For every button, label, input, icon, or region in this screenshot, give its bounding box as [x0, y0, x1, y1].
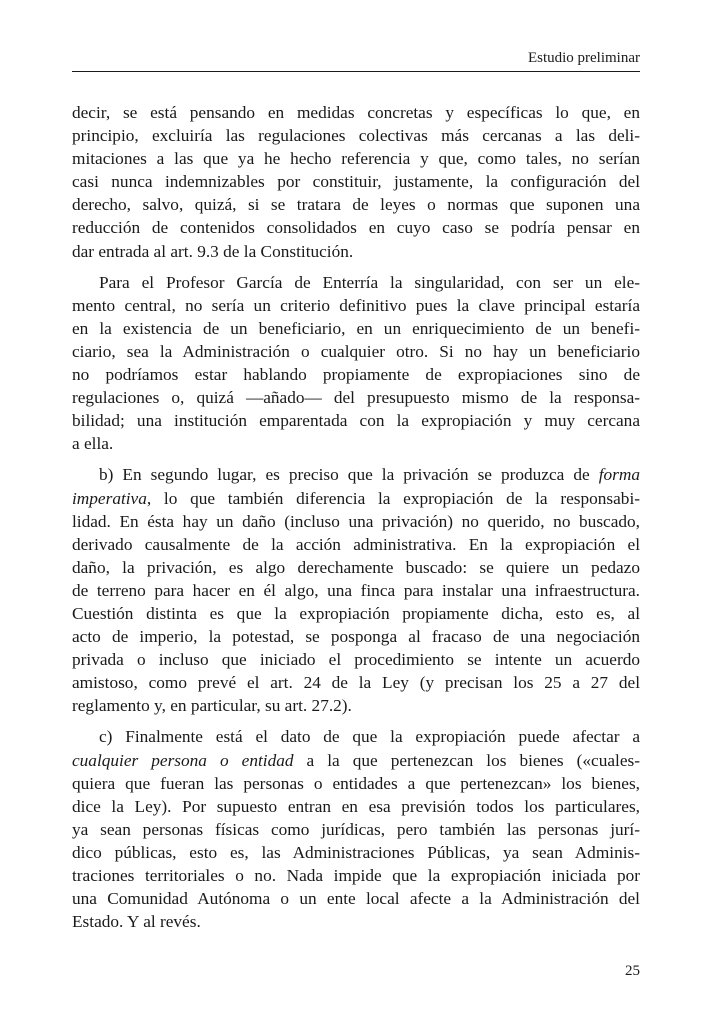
italic-term: imperativa: [72, 488, 147, 508]
text-line: decir, se está pensando en medidas concretas y específicas lo que, en: [72, 103, 640, 122]
text-line: daño, la privación, es algo derechamente buscado: se quiere un pedazo: [72, 557, 640, 577]
text-line: derivado causalmente de la acción administrativa. En la expropiación el: [72, 534, 640, 554]
text-line: privada o incluso que iniciado el procedimiento se intente un acuerdo: [72, 650, 640, 670]
text-line: lidad. En ésta hay un daño (incluso una privación) no querido, no buscado,: [72, 511, 640, 531]
text-line: regulaciones o, quizá —añado— del presupuesto mismo de la responsa-: [72, 388, 640, 408]
text-line: [72, 487, 640, 510]
text-line: ciario, sea la Administración o cualquier otro. Si no hay un beneficiario: [72, 341, 640, 361]
text-line: principio, excluiría las regulaciones colectivas más cercanas a las deli-: [72, 126, 640, 146]
paragraph-2: [72, 271, 640, 456]
text-line: dar entrada al art. 9.3 de la Constitución.: [72, 241, 354, 261]
text-line: quiera que fueran las personas o entidades a que pertenezcan» los bienes,: [72, 773, 640, 793]
text-line: Para el Profesor García de Enterría la singularidad, con ser un ele-: [99, 272, 640, 292]
page-number: 25: [625, 963, 640, 979]
header-rule: [72, 71, 640, 72]
text-line: casi nunca indemnizables por constituir, justamente, la configuración del: [72, 172, 640, 192]
text-line: derecho, salvo, quizá, si se tratara de leyes o normas que suponen una: [72, 195, 640, 215]
paragraph-4: [72, 725, 640, 933]
text-line: bilidad; una institución emparentada con la expropiación y muy cercana: [72, 411, 640, 431]
text-line: una Comunidad Autónoma o un ente local afecte a la Administración del: [72, 889, 640, 909]
text-line: ya sean personas físicas como jurídicas, pero también las personas jurí-: [72, 819, 640, 839]
text-line: reducción de contenidos consolidados en cuyo caso se podría pensar en: [72, 218, 640, 238]
running-title: Estudio preliminar: [527, 50, 640, 66]
text-line: c) Finalmente está el dato de que la expropiación puede afectar a: [99, 727, 640, 747]
text-run: b) En segundo lugar, es preciso que la privación se produzca de: [99, 465, 599, 485]
text-line: en la existencia de un beneficiario, en un enriquecimiento de un benefi-: [72, 318, 640, 338]
text-line: [72, 749, 640, 772]
text-line: no podríamos estar hablando propiamente de expropiaciones sino de: [72, 365, 640, 385]
text-line: a ella.: [72, 434, 114, 454]
text-line: amistoso, como prevé el art. 24 de la Ley (y precisan los 25 a 27 del: [72, 673, 640, 693]
text-line: traciones territoriales o no. Nada impide que la expropiación iniciada por: [72, 866, 640, 885]
text-line: mitaciones a las que ya he hecho referencia y que, como tales, no serían: [72, 149, 640, 169]
text-run: , lo que también diferencia la expropiación de la responsabi-: [146, 488, 640, 508]
text-line: dice la Ley). Por supuesto entran en esa previsión todos los particulares,: [72, 796, 640, 816]
text-line: acto de imperio, la potestad, se posponga al fracaso de una negociación: [72, 627, 640, 647]
text-line: mento central, no sería un criterio definitivo pues la clave principal estaría: [72, 295, 640, 315]
paragraph-3: [72, 463, 640, 717]
italic-term: cualquier persona o entidad: [72, 750, 294, 770]
text-line: Estado. Y al revés.: [72, 912, 201, 932]
text-line: dico públicas, esto es, las Administraciones Públicas, ya sean Adminis-: [72, 842, 640, 862]
text-line: de terreno para hacer en él algo, una finca para instalar una infraestructura.: [72, 580, 640, 600]
text-line: reglamento y, en particular, su art. 27.2).: [72, 696, 352, 716]
body-text: [72, 101, 640, 941]
paragraph-1: [72, 101, 640, 263]
italic-term: forma: [598, 465, 640, 485]
text-line: [72, 463, 640, 486]
text-run: a la que pertenezcan los bienes («cuales-: [293, 750, 640, 770]
text-line: Cuestión distinta es que la expropiación propiamente dicha, esto es, al: [72, 603, 640, 623]
